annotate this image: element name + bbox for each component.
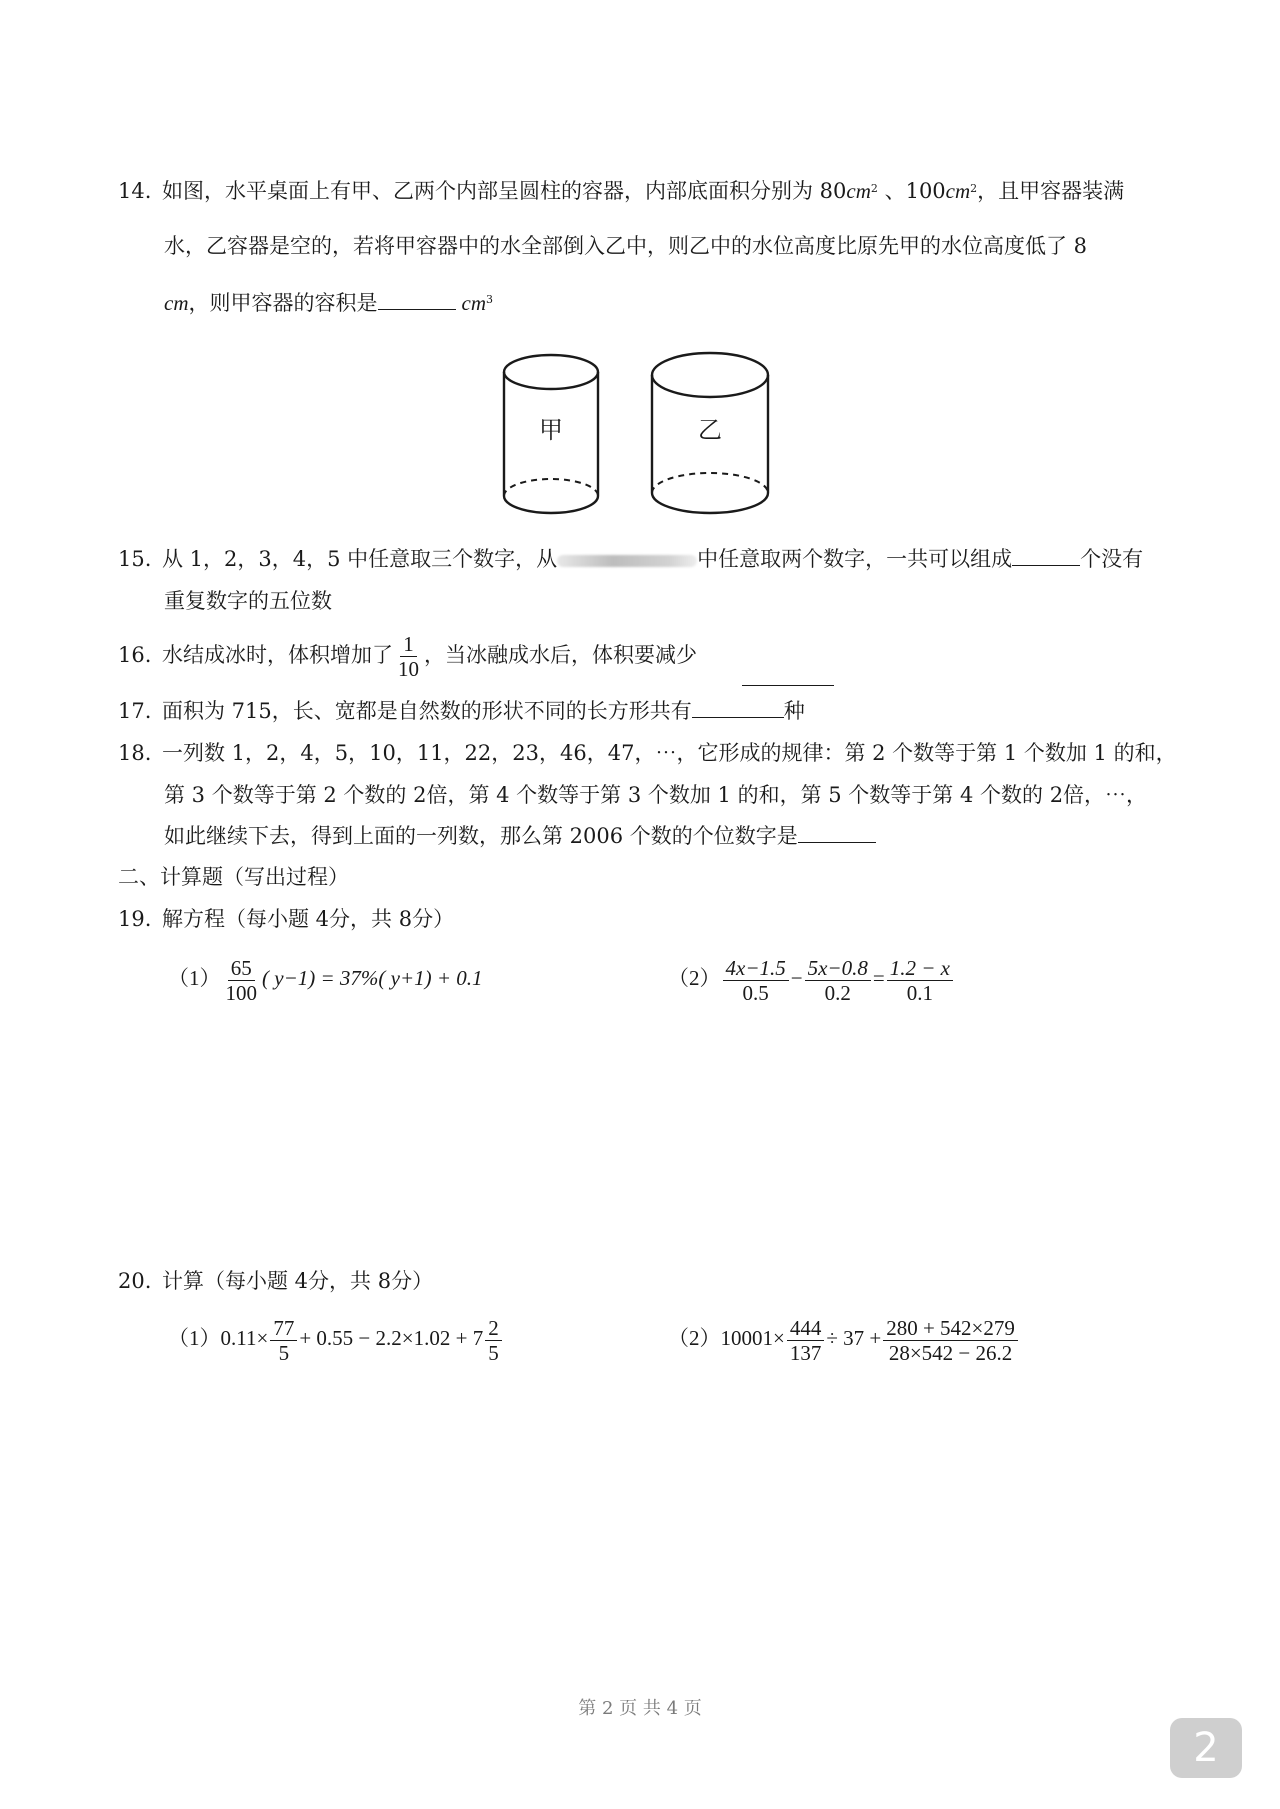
q19-title-line	[118, 906, 454, 932]
q19-p2-f1-den: 0.5	[742, 980, 769, 1005]
q17-line	[118, 697, 805, 724]
q14-line-3	[164, 289, 493, 316]
q17-text-b: 种	[783, 699, 805, 723]
q15-text-a: 从 1，2，3，4，5 中任意取三个数字，从	[162, 547, 558, 571]
q16-text-a: 水结成冰时，体积增加了	[162, 643, 393, 667]
q14-answer-unit-sup: 3	[486, 293, 493, 306]
q16-fraction	[395, 632, 422, 681]
q20-p1-frac-num: 77	[270, 1316, 297, 1341]
q19-p2-frac-2	[805, 956, 871, 1005]
q14-unit-3: cm	[164, 291, 189, 315]
q14-answer-blank[interactable]	[378, 289, 456, 310]
q20-title: 计算（每小题 4分，共 8分）	[162, 1269, 434, 1293]
q18-text-1: 一列数 1，2，4，5，10，11，22，23，46，47，⋯，它形成的规律：第 2 个数等于第 1 个数加 1 的和，	[162, 741, 1177, 765]
q19-p2-frac-3	[887, 956, 953, 1005]
q19-p1-num: 65	[228, 956, 255, 981]
q20-p1-fraction	[270, 1316, 297, 1365]
q17-number: 17.	[118, 699, 152, 723]
q19-p2-f1-num: 4x−1.5	[723, 956, 789, 981]
q15-line-1	[118, 545, 1143, 572]
q20-p2-fraction-1	[787, 1316, 825, 1365]
q20-p1-text-b: + 0.55 − 2.2×1.02 + 7	[299, 1326, 484, 1350]
redacted-region	[557, 555, 697, 567]
q18-line-1	[118, 740, 1177, 766]
q19-p2-frac-1	[723, 956, 789, 1005]
q19-number: 19.	[118, 907, 152, 931]
q16-text-b: ，当冰融成水后，体积要减少	[424, 643, 697, 667]
q14-line-2: 水，乙容器是空的，若将甲容器中的水全部倒入乙中，则乙中的水位高度比原先甲的水位高度低了 8	[164, 234, 1088, 258]
q20-p2-text-a: 10001×	[720, 1326, 785, 1350]
q19-p1-fraction	[223, 956, 261, 1005]
cylinder-b-label: 乙	[698, 416, 722, 444]
q19-p2-f2-den: 0.2	[824, 980, 851, 1005]
q14-text-1: 如图，水平桌面上有甲、乙两个内部呈圆柱的容器，内部底面积分别为 80	[162, 179, 847, 203]
q19-p2-f2-num: 5x−0.8	[805, 956, 871, 981]
q19-p2-minus: −	[790, 966, 803, 990]
q20-part-2	[668, 1308, 1020, 1368]
q18-answer-blank[interactable]	[798, 822, 876, 843]
q20-p2-f1-num: 444	[787, 1316, 825, 1341]
section-heading: 二、计算题（写出过程）	[118, 865, 349, 889]
q20-p2-fraction-2	[883, 1316, 1018, 1365]
q14-unit-1: cm	[846, 179, 871, 203]
q20-number: 20.	[118, 1269, 152, 1293]
q20-p1-mixed-fraction	[485, 1316, 502, 1365]
q14-unit-2: cm	[945, 179, 971, 203]
q18-line-3	[164, 822, 876, 849]
q14-unit-sup-1: 2	[870, 182, 878, 195]
cylinders-figure	[495, 348, 785, 518]
q16-line	[118, 627, 697, 683]
q15-line-2: 重复数字的五位数	[164, 589, 332, 613]
q20-p2-f2-den: 28×542 − 26.2	[888, 1340, 1013, 1365]
q19-p2-label: （2）	[668, 966, 721, 990]
q17-answer-blank[interactable]	[692, 697, 784, 718]
page-footer: 第 2 页 共 4 页	[578, 1698, 702, 1719]
q20-p1-frac-den: 5	[278, 1340, 290, 1365]
q19-p2-f3-num: 1.2 − x	[887, 956, 953, 981]
q15-text-b: 中任意取两个数字，一共可以组成	[697, 547, 1013, 571]
q19-p2-equals: =	[872, 966, 885, 990]
q19-part-1	[168, 948, 483, 1008]
q19-title: 解方程（每小题 4分，共 8分）	[162, 907, 455, 931]
q20-part-1	[168, 1308, 504, 1368]
q19-p1-expression: ( y−1) = 37%( y+1) + 0.1	[262, 966, 483, 990]
q16-frac-num: 1	[400, 632, 417, 657]
q14-number: 14.	[118, 179, 152, 203]
q15-answer-blank[interactable]	[1012, 545, 1080, 566]
q14-answer-unit: cm	[461, 291, 486, 315]
q14-line-1	[118, 178, 1124, 204]
q17-text-a: 面积为 715，长、宽都是自然数的形状不同的长方形共有	[162, 699, 692, 723]
q19-p1-den: 100	[225, 980, 257, 1005]
q16-answer-blank[interactable]	[742, 685, 834, 686]
q16-number: 16.	[118, 643, 152, 667]
q14-unit-sup-2: 2	[970, 182, 978, 195]
q20-p1-label: （1）	[168, 1326, 221, 1350]
q14-text-3: ，则甲容器的容积是	[188, 291, 378, 315]
q15-number: 15.	[118, 547, 152, 571]
q20-title-line	[118, 1268, 433, 1294]
q18-number: 18.	[118, 741, 152, 765]
page-number-badge[interactable]: 2	[1170, 1718, 1242, 1778]
q19-part-2	[668, 948, 955, 1008]
q16-frac-den: 10	[398, 657, 419, 681]
q14-text-end: ，且甲容器装满	[977, 179, 1125, 203]
q19-p1-label: （1）	[168, 966, 221, 990]
q18-line-2: 第 3 个数等于第 2 个数的 2倍，第 4 个数等于第 3 个数加 1 的和，第 5 个数等于第 4 个数的 2倍，⋯，	[164, 783, 1148, 807]
q20-p1-mixed-num: 2	[485, 1316, 502, 1341]
q19-p2-f3-den: 0.1	[906, 980, 933, 1005]
q14-text-mid: 、100	[877, 179, 946, 203]
q18-text-3: 如此继续下去，得到上面的一列数，那么第 2006 个数的个位数字是	[164, 824, 798, 848]
q15-text-c: 个没有	[1080, 547, 1144, 571]
q20-p2-f1-den: 137	[789, 1340, 822, 1365]
cylinder-a-label: 甲	[539, 416, 563, 444]
q20-p2-f2-num: 280 + 542×279	[883, 1316, 1018, 1341]
q20-p1-mixed-den: 5	[488, 1340, 499, 1365]
q20-p1-text-a: 0.11×	[220, 1326, 269, 1350]
q20-p2-label: （2）	[668, 1326, 721, 1350]
q20-p2-text-b: ÷ 37 +	[826, 1326, 882, 1350]
